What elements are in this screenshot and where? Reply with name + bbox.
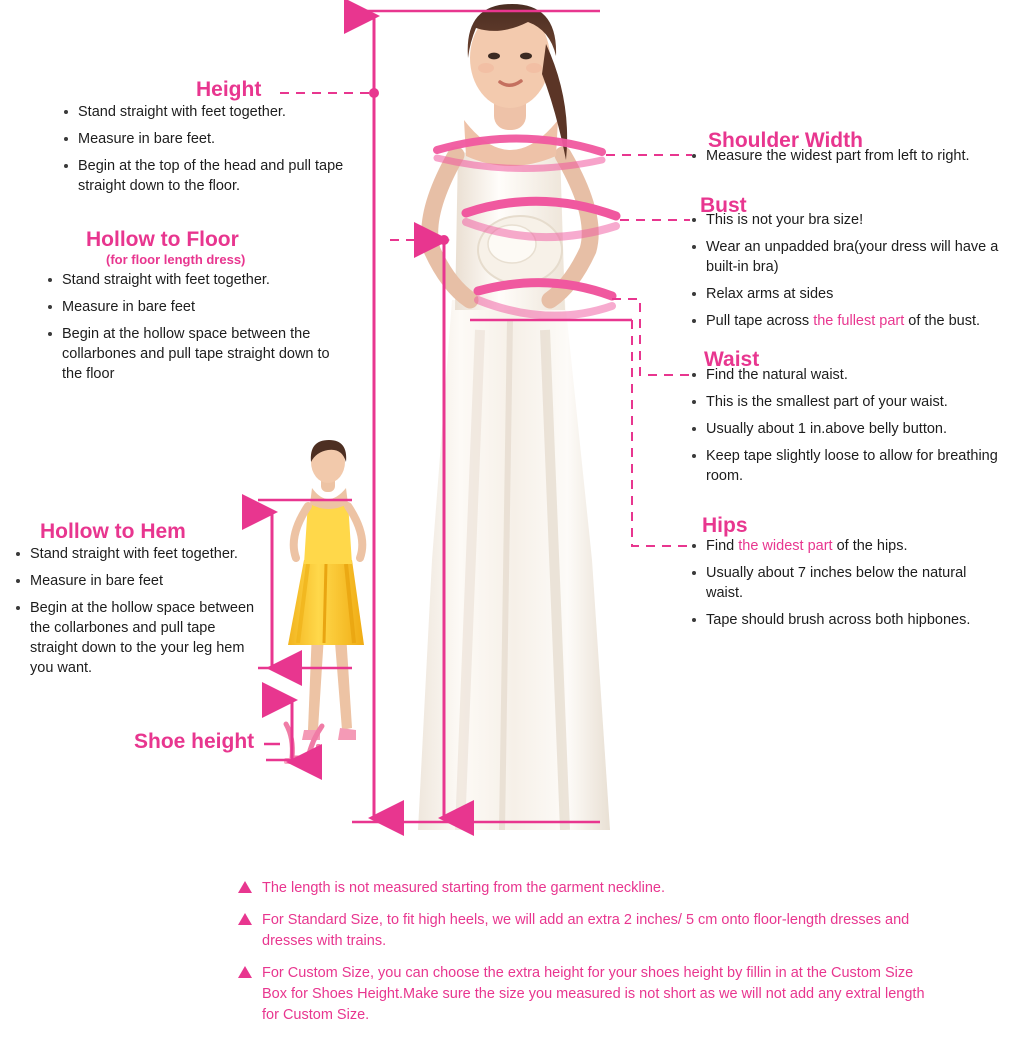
hips-bullets	[690, 536, 1006, 637]
list-item: Stand straight with feet together.	[46, 270, 346, 290]
list-item: Relax arms at sides	[690, 284, 1010, 304]
note-item	[238, 878, 938, 899]
list-item	[690, 311, 1010, 331]
bust-bullet-suffix: of the bust.	[904, 313, 981, 329]
list-item: Usually about 7 inches below the natural waist.	[690, 563, 1006, 603]
hollow-to-floor-subheading: (for floor length dress)	[106, 252, 246, 267]
list-item: Usually about 1 in.above belly button.	[690, 419, 1010, 439]
note-item	[238, 910, 938, 952]
height-heading: Height	[196, 78, 262, 101]
bride-photo	[360, 0, 660, 830]
note-text: For Custom Size, you can choose the extra height for your shoes height by fillin in at the Custom Size Box for Shoes Height.Make sure the size you measured is not short as we will not add any extral length for Custom Size.	[262, 965, 925, 1024]
list-item: Begin at the hollow space between the collarbones and pull tape straight down to the your leg hem you want.	[14, 598, 260, 678]
list-item: Measure in bare feet.	[62, 129, 362, 149]
warning-triangle-icon	[238, 881, 252, 893]
bust-bullets	[690, 210, 1010, 338]
footer-notes	[238, 878, 938, 1037]
list-item: Measure in bare feet	[46, 297, 346, 317]
waist-heading: Waist	[704, 348, 760, 371]
warning-triangle-icon	[238, 913, 252, 925]
waist-bullets	[690, 365, 1010, 493]
list-item: Stand straight with feet together.	[14, 544, 260, 564]
hollow-to-floor-bullets	[46, 270, 346, 391]
hollow-to-hem-bullets	[14, 544, 260, 685]
warning-triangle-icon	[238, 966, 252, 978]
shoe-height-heading: Shoe height	[134, 730, 255, 753]
list-item: Begin at the hollow space between the collarbones and pull tape straight down to the floor	[46, 324, 346, 384]
list-item: Find the natural waist.	[690, 365, 1010, 385]
list-item: Measure the widest part from left to right.	[690, 146, 1010, 166]
list-item: Measure in bare feet	[14, 571, 260, 591]
hips-bullet-suffix: of the hips.	[832, 538, 908, 554]
hips-bullet-highlight: the widest part	[738, 538, 833, 554]
hollow-to-floor-heading: Hollow to Floor	[86, 228, 239, 251]
bust-heading: Bust	[700, 194, 747, 217]
hollow-to-hem-heading: Hollow to Hem	[40, 520, 186, 543]
note-text: For Standard Size, to fit high heels, we will add an extra 2 inches/ 5 cm onto floor-length dresses and dresses with trains.	[262, 912, 910, 950]
note-item	[238, 963, 938, 1026]
list-item: Tape should brush across both hipbones.	[690, 610, 1006, 630]
shoulder-width-heading: Shoulder Width	[708, 129, 863, 152]
list-item: Begin at the top of the head and pull tape straight down to the floor.	[62, 156, 362, 196]
bust-bullet-highlight: the fullest part	[813, 313, 905, 329]
list-item: Stand straight with feet together.	[62, 102, 362, 122]
shoulder-width-bullets	[690, 146, 1010, 173]
bust-bullet-prefix: Pull tape across	[706, 313, 814, 329]
list-item: Wear an unpadded bra(your dress will have a built-in bra)	[690, 237, 1010, 277]
hips-bullet-prefix: Find	[706, 538, 739, 554]
list-item	[690, 536, 1006, 556]
hips-heading: Hips	[702, 514, 748, 537]
list-item: Keep tape slightly loose to allow for breathing room.	[690, 446, 1010, 486]
list-item: This is not your bra size!	[690, 210, 1010, 230]
height-bullets	[62, 102, 362, 203]
note-text: The length is not measured starting from the garment neckline.	[262, 880, 665, 896]
shoe-photo	[278, 718, 338, 770]
list-item: This is the smallest part of your waist.	[690, 392, 1010, 412]
